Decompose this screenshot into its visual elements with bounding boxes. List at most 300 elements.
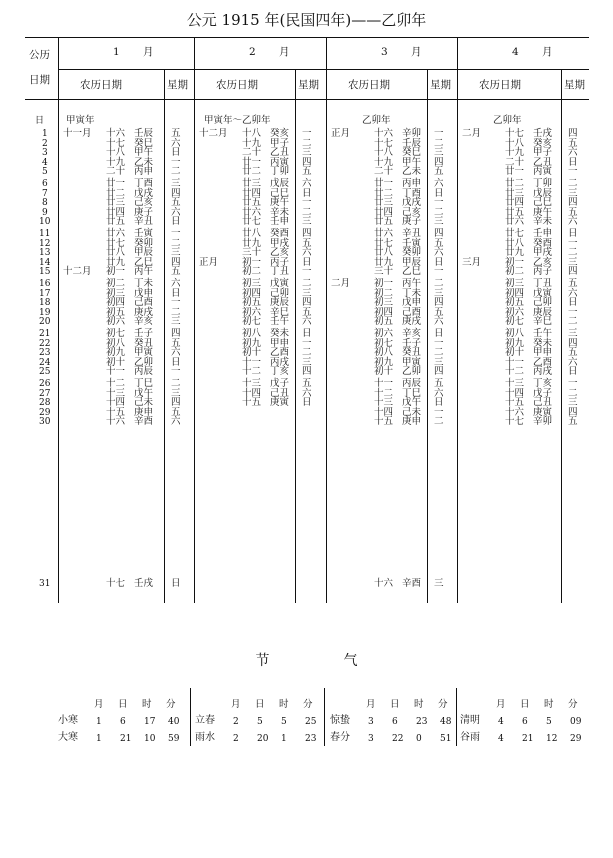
lunar-day: 二十	[505, 156, 525, 168]
ganzhi: 戊子	[533, 387, 553, 399]
ganzhi: 甲寅	[402, 356, 422, 368]
weekday: 三	[568, 328, 578, 339]
ganzhi: 丁亥	[270, 366, 290, 377]
ganzhi: 壬午	[533, 328, 553, 339]
lunar-day: 十一	[505, 356, 525, 368]
weekday: 一	[434, 266, 444, 277]
ganzhi: 乙亥	[533, 256, 553, 268]
weekday: 二	[302, 347, 312, 358]
weekday: 五	[434, 306, 444, 318]
ganzhi: 辛卯	[402, 128, 422, 139]
ganzhi: 丁未	[402, 287, 422, 299]
weekday: 五	[302, 237, 312, 249]
lunar-day: 十七	[505, 128, 525, 139]
lunar-day: 十四	[242, 387, 262, 399]
ganzhi: 壬寅	[402, 237, 422, 249]
lunar-day: 初一	[374, 278, 394, 289]
weekday: 日	[434, 397, 444, 408]
weekday: 三	[434, 147, 444, 158]
lunar-day: 廿二	[374, 187, 394, 199]
jieqi-col-header: 月	[496, 699, 506, 710]
weekday: 四	[302, 297, 312, 308]
weekday: 一	[568, 378, 578, 389]
weekday: 六	[302, 316, 312, 327]
ganzhi: 癸酉	[270, 228, 290, 239]
lunar-day: 廿二	[242, 166, 262, 177]
lunar-day: 初五	[374, 316, 394, 327]
ganzhi: 甲午	[402, 156, 422, 168]
jieqi-col-header: 时	[279, 699, 289, 710]
weekday: 五	[568, 416, 578, 427]
weekday: 五	[434, 166, 444, 177]
weekday: 一	[568, 306, 578, 318]
lunar-day: 廿九	[505, 247, 525, 258]
gongli-day-16: 16	[39, 279, 51, 289]
gongli-day-10: 10	[39, 217, 51, 227]
weekday: 六	[434, 178, 444, 189]
ganzhi: 辛未	[270, 206, 290, 218]
ganzhi: 乙酉	[533, 356, 553, 368]
jieqi-value: 40	[168, 717, 180, 727]
weekday: 六	[302, 178, 312, 189]
lunar-day: 十九	[374, 156, 394, 168]
lunar-day: 十四	[374, 406, 394, 418]
lunar-day: 廿一	[106, 178, 126, 189]
lunar-day: 初一	[242, 256, 262, 268]
weekday: 六	[568, 356, 578, 368]
gongli-day-21: 21	[39, 329, 51, 339]
weekday: 一	[434, 128, 444, 139]
lunar-day: 十三	[106, 387, 126, 399]
top-ganzhi-2: 甲寅年～乙卯年	[204, 115, 271, 126]
weekday: 六	[171, 278, 181, 289]
ganzhi: 辛巳	[533, 316, 553, 327]
lunar-day: 十八	[374, 147, 394, 158]
ganzhi: 戊申	[134, 287, 154, 299]
lunar-day: 初九	[374, 356, 394, 368]
lunar-day: 十六	[106, 416, 126, 427]
ganzhi: 乙卯	[134, 356, 154, 368]
ganzhi: 戊辰	[533, 187, 553, 199]
ganzhi: 丁酉	[134, 178, 154, 189]
lunar-day: 廿一	[374, 178, 394, 189]
lunar-day: 十五	[242, 397, 262, 408]
jieqi-value: 5	[546, 717, 552, 727]
lunar-day: 廿二	[505, 178, 525, 189]
nongli-header-3: 农历日期	[348, 79, 390, 91]
lunar-month-label: 十二月	[63, 266, 92, 277]
jieqi-value: 20	[257, 734, 269, 744]
lunar-day: 廿一	[242, 156, 262, 168]
ganzhi: 壬子	[402, 337, 422, 349]
gongli-day-19: 19	[39, 307, 51, 318]
ganzhi: 辛酉	[134, 416, 154, 427]
ganzhi: 丁酉	[402, 187, 422, 199]
weekday: 四	[171, 256, 181, 268]
jieqi-value: 1	[96, 734, 102, 744]
lunar-day: 十七	[106, 578, 126, 589]
lunar-day: 二十	[106, 166, 126, 177]
ganzhi: 乙未	[402, 166, 422, 177]
top-ganzhi-3: 乙卯年	[362, 115, 391, 126]
jieqi-value: 21	[120, 734, 132, 744]
lunar-day: 十六	[374, 128, 394, 139]
jieqi-value: 4	[498, 734, 504, 744]
jieqi-sep-rule-2	[324, 688, 325, 746]
weekday: 三	[302, 147, 312, 158]
jieqi-col-header: 分	[303, 699, 313, 710]
ganzhi: 癸卯	[402, 247, 422, 258]
weekday: 二	[568, 178, 578, 189]
ganzhi: 己亥	[134, 197, 154, 208]
ganzhi: 丁丑	[270, 266, 290, 277]
weekday: 三	[568, 187, 578, 199]
gongli-day-15: 15	[39, 267, 51, 277]
jieqi-col-header: 时	[414, 699, 424, 710]
ganzhi: 癸未	[270, 328, 290, 339]
nongli-header-1: 农历日期	[80, 79, 122, 91]
gongli-day-14: 14	[39, 257, 51, 268]
weekday: 二	[171, 166, 181, 177]
weekday: 二	[434, 278, 444, 289]
lunar-day: 初八	[106, 337, 126, 349]
gongli-day-25: 25	[39, 367, 51, 377]
jieqi-value: 2	[233, 734, 239, 744]
jieqi-value: 0	[416, 734, 422, 744]
weekday: 三	[434, 216, 444, 227]
lunar-day: 初四	[505, 287, 525, 299]
ganzhi: 戊午	[134, 387, 154, 399]
weekday: 六	[302, 387, 312, 399]
weekday: 三	[302, 216, 312, 227]
ganzhi: 癸巳	[134, 137, 154, 149]
weekday: 日	[568, 366, 578, 377]
weekday: 五	[171, 337, 181, 349]
weekday: 四	[302, 366, 312, 377]
lunar-day: 十九	[106, 156, 126, 168]
xingqi-header-1: 星期	[167, 79, 188, 91]
lunar-day: 初四	[242, 287, 262, 299]
weekday: 四	[434, 156, 444, 168]
ganzhi: 甲辰	[134, 247, 154, 258]
ganzhi: 甲戌	[270, 237, 290, 249]
ganzhi: 甲戌	[533, 247, 553, 258]
gongli-day-8: 8	[42, 198, 48, 208]
ganzhi: 庚子	[134, 206, 154, 218]
ganzhi: 辛亥	[134, 316, 154, 327]
ganzhi: 壬戌	[134, 578, 154, 589]
month-yue-2: 月	[279, 46, 290, 58]
jieqi-value: 21	[522, 734, 534, 744]
lunar-day: 廿三	[374, 197, 394, 208]
weekday: 五	[171, 128, 181, 139]
ganzhi: 丙辰	[402, 378, 422, 389]
jieqi-sep-rule-3	[456, 688, 457, 746]
weekday: 六	[568, 147, 578, 158]
ganzhi: 己卯	[270, 287, 290, 299]
jieqi-value: 17	[144, 717, 156, 727]
jieqi-sep-rule-1	[190, 688, 191, 746]
ganzhi: 戊戌	[134, 187, 154, 199]
lunar-day: 初九	[505, 337, 525, 349]
gongli-day-3: 3	[42, 148, 48, 158]
xingqi-header-3: 星期	[430, 79, 451, 91]
weekday: 二	[302, 206, 312, 218]
top-ganzhi-4: 乙卯年	[493, 115, 522, 126]
gongli-day-29: 29	[39, 407, 51, 418]
ganzhi: 己丑	[533, 397, 553, 408]
weekday: 六	[302, 247, 312, 258]
lunar-day: 初六	[374, 328, 394, 339]
weekday: 四	[171, 187, 181, 199]
ganzhi: 辛卯	[533, 416, 553, 427]
ganzhi: 戊子	[270, 378, 290, 389]
lunar-day: 廿三	[242, 178, 262, 189]
lunar-month-label: 正月	[199, 256, 219, 268]
weekday: 四	[302, 156, 312, 168]
jieqi-value: 3	[368, 717, 374, 727]
lunar-day: 廿八	[374, 247, 394, 258]
lunar-day: 十九	[505, 147, 525, 158]
jieqi-col-header: 日	[390, 699, 400, 710]
weekday: 四	[568, 128, 578, 139]
gongli-day-24: 24	[39, 357, 51, 368]
month-number-3: 3	[381, 46, 388, 58]
ganzhi: 丁巳	[134, 378, 154, 389]
ganzhi: 壬申	[270, 216, 290, 227]
ganzhi: 甲辰	[402, 256, 422, 268]
lunar-month-label: 二月	[331, 278, 351, 289]
weekday: 四	[568, 337, 578, 349]
ganzhi: 丁卯	[533, 178, 553, 189]
lunar-day: 廿五	[505, 206, 525, 218]
weekday: 五	[302, 378, 312, 389]
jieqi-name: 大寒	[58, 732, 78, 743]
month-number-1: 1	[113, 46, 120, 58]
weekday: 四	[302, 228, 312, 239]
lunar-month-label: 二月	[462, 128, 482, 139]
lunar-day: 十二	[505, 366, 525, 377]
ganzhi: 癸巳	[402, 147, 422, 158]
ganzhi: 庚辰	[533, 306, 553, 318]
lunar-day: 十五	[374, 416, 394, 427]
lunar-day: 初三	[106, 287, 126, 299]
ganzhi: 庚子	[402, 216, 422, 227]
top-ganzhi-1: 甲寅年	[66, 115, 95, 126]
jieqi-value: 59	[168, 734, 180, 744]
lunar-day: 三十	[374, 266, 394, 277]
ganzhi: 壬寅	[134, 228, 154, 239]
lunar-day: 廿八	[106, 247, 126, 258]
lunar-day: 廿二	[106, 187, 126, 199]
ganzhi: 甲子	[270, 137, 290, 149]
ganzhi: 丙寅	[270, 156, 290, 168]
weekday: 三	[171, 387, 181, 399]
lunar-day: 初十	[106, 356, 126, 368]
lunar-day: 十八	[106, 147, 126, 158]
jieqi-value: 3	[368, 734, 374, 744]
jieqi-name: 春分	[330, 732, 350, 743]
weekday: 五	[568, 137, 578, 149]
ganzhi: 丙寅	[533, 166, 553, 177]
gongli-day-30: 30	[39, 417, 51, 427]
ganzhi: 丁丑	[533, 278, 553, 289]
lunar-day: 廿六	[505, 216, 525, 227]
gongli-day-26: 26	[39, 379, 51, 389]
lunar-day: 初六	[106, 316, 126, 327]
lunar-day: 十一	[374, 378, 394, 389]
weekday: 一	[302, 128, 312, 139]
lunar-month-label: 三月	[462, 256, 482, 268]
weekday: 二	[568, 247, 578, 258]
lunar-day: 十六	[505, 406, 525, 418]
jieqi-value: 4	[498, 717, 504, 727]
ganzhi: 庚寅	[270, 397, 290, 408]
lunar-day: 廿四	[374, 206, 394, 218]
weekday: 二	[434, 206, 444, 218]
lunar-day: 初七	[106, 328, 126, 339]
ganzhi: 丁亥	[533, 378, 553, 389]
jieqi-value: 6	[392, 717, 398, 727]
lunar-day: 初五	[106, 306, 126, 318]
lunar-day: 十三	[374, 397, 394, 408]
ganzhi: 乙丑	[270, 147, 290, 158]
weekday: 四	[171, 397, 181, 408]
weekday: 日	[171, 287, 181, 299]
weekday: 四	[568, 406, 578, 418]
lunar-day: 二十	[242, 147, 262, 158]
ganzhi: 辛酉	[402, 578, 422, 589]
jieqi-value: 51	[440, 734, 452, 744]
lunar-day: 初五	[242, 297, 262, 308]
weekday: 四	[434, 228, 444, 239]
xingqi-header-4: 星期	[564, 79, 585, 91]
jieqi-col-header: 月	[366, 699, 376, 710]
lunar-day: 十六	[106, 128, 126, 139]
jieqi-value: 22	[392, 734, 404, 744]
lunar-day: 初十	[242, 347, 262, 358]
lunar-day: 廿八	[242, 228, 262, 239]
ganzhi: 乙卯	[402, 366, 422, 377]
month-number-4: 4	[512, 46, 519, 58]
ganzhi: 丙戌	[533, 366, 553, 377]
lunar-day: 廿五	[106, 216, 126, 227]
jieqi-value: 5	[257, 717, 263, 727]
weekday: 四	[568, 197, 578, 208]
weekday: 日	[302, 397, 312, 408]
ganzhi: 丙申	[134, 166, 154, 177]
month-yue-4: 月	[542, 46, 553, 58]
lunar-day: 廿九	[106, 256, 126, 268]
ganzhi: 壬戌	[533, 128, 553, 139]
gongli-day-7: 7	[42, 188, 48, 199]
jieqi-col-header: 月	[94, 699, 104, 710]
jieqi-col-header: 月	[231, 699, 241, 710]
ganzhi: 乙酉	[270, 347, 290, 358]
jieqi-value: 5	[281, 717, 287, 727]
ganzhi: 庚午	[533, 206, 553, 218]
weekday: 一	[434, 337, 444, 349]
ganzhi: 壬午	[270, 316, 290, 327]
lunar-day: 初八	[374, 347, 394, 358]
weekday: 五	[434, 237, 444, 249]
lunar-day: 初七	[242, 316, 262, 327]
ganzhi: 丙子	[270, 256, 290, 268]
weekday: 二	[568, 387, 578, 399]
lunar-day: 初十	[505, 347, 525, 358]
weekday: 六	[171, 206, 181, 218]
weekday: 日	[171, 578, 181, 589]
gongli-day-18: 18	[39, 298, 51, 308]
ganzhi: 庚午	[270, 197, 290, 208]
weekday: 六	[434, 247, 444, 258]
weekday: 二	[434, 137, 444, 149]
lunar-day: 廿八	[505, 237, 525, 249]
ganzhi: 庚申	[134, 406, 154, 418]
weekday: 二	[302, 278, 312, 289]
gongli-day-31: 31	[39, 579, 51, 589]
lunar-day: 初五	[505, 297, 525, 308]
lunar-day: 十三	[505, 378, 525, 389]
weekday: 五	[302, 166, 312, 177]
jieqi-name: 小寒	[58, 715, 78, 726]
lunar-day: 十七	[106, 137, 126, 149]
weekday: 一	[302, 266, 312, 277]
weekday: 二	[434, 416, 444, 427]
ganzhi: 壬申	[533, 228, 553, 239]
jieqi-name: 立春	[195, 715, 215, 726]
weekday: 日	[434, 328, 444, 339]
lunar-day: 十二	[242, 366, 262, 377]
lunar-day: 廿九	[242, 237, 262, 249]
ganzhi: 壬子	[134, 328, 154, 339]
jieqi-value: 23	[416, 717, 428, 727]
weekday: 一	[171, 156, 181, 168]
lunar-day: 廿九	[374, 256, 394, 268]
lunar-month-label: 正月	[331, 128, 351, 139]
ganzhi: 甲子	[533, 147, 553, 158]
lunar-day: 初九	[242, 337, 262, 349]
jieqi-value: 1	[281, 734, 287, 744]
gongli-day-6: 6	[42, 179, 48, 189]
ganzhi: 庚辰	[270, 297, 290, 308]
jieqi-value: 25	[305, 717, 317, 727]
ganzhi: 癸卯	[134, 237, 154, 249]
ganzhi: 甲寅	[134, 347, 154, 358]
ganzhi: 癸亥	[270, 128, 290, 139]
page-title: 公元 1915 年(民国四年)——乙卯年	[186, 11, 427, 29]
lunar-day: 廿六	[242, 206, 262, 218]
jieqi-col-header: 日	[118, 699, 128, 710]
gongli-day-4: 4	[42, 157, 48, 168]
ganzhi: 丙戌	[270, 356, 290, 368]
gongli-day-13: 13	[39, 248, 51, 258]
weekday: 五	[302, 306, 312, 318]
ganzhi: 乙未	[134, 156, 154, 168]
lunar-day: 初九	[106, 347, 126, 358]
weekday: 日	[302, 328, 312, 339]
ganzhi: 戊午	[402, 397, 422, 408]
ganzhi: 己卯	[533, 297, 553, 308]
jieqi-col-header: 时	[142, 699, 152, 710]
ganzhi: 庚戌	[402, 316, 422, 327]
nongli-header-4: 农历日期	[479, 79, 521, 91]
weekday: 二	[568, 316, 578, 327]
lunar-day: 廿七	[242, 216, 262, 227]
riqi-label: 日期	[29, 74, 50, 86]
lunar-day: 初二	[505, 266, 525, 277]
month-yue-3: 月	[411, 46, 422, 58]
